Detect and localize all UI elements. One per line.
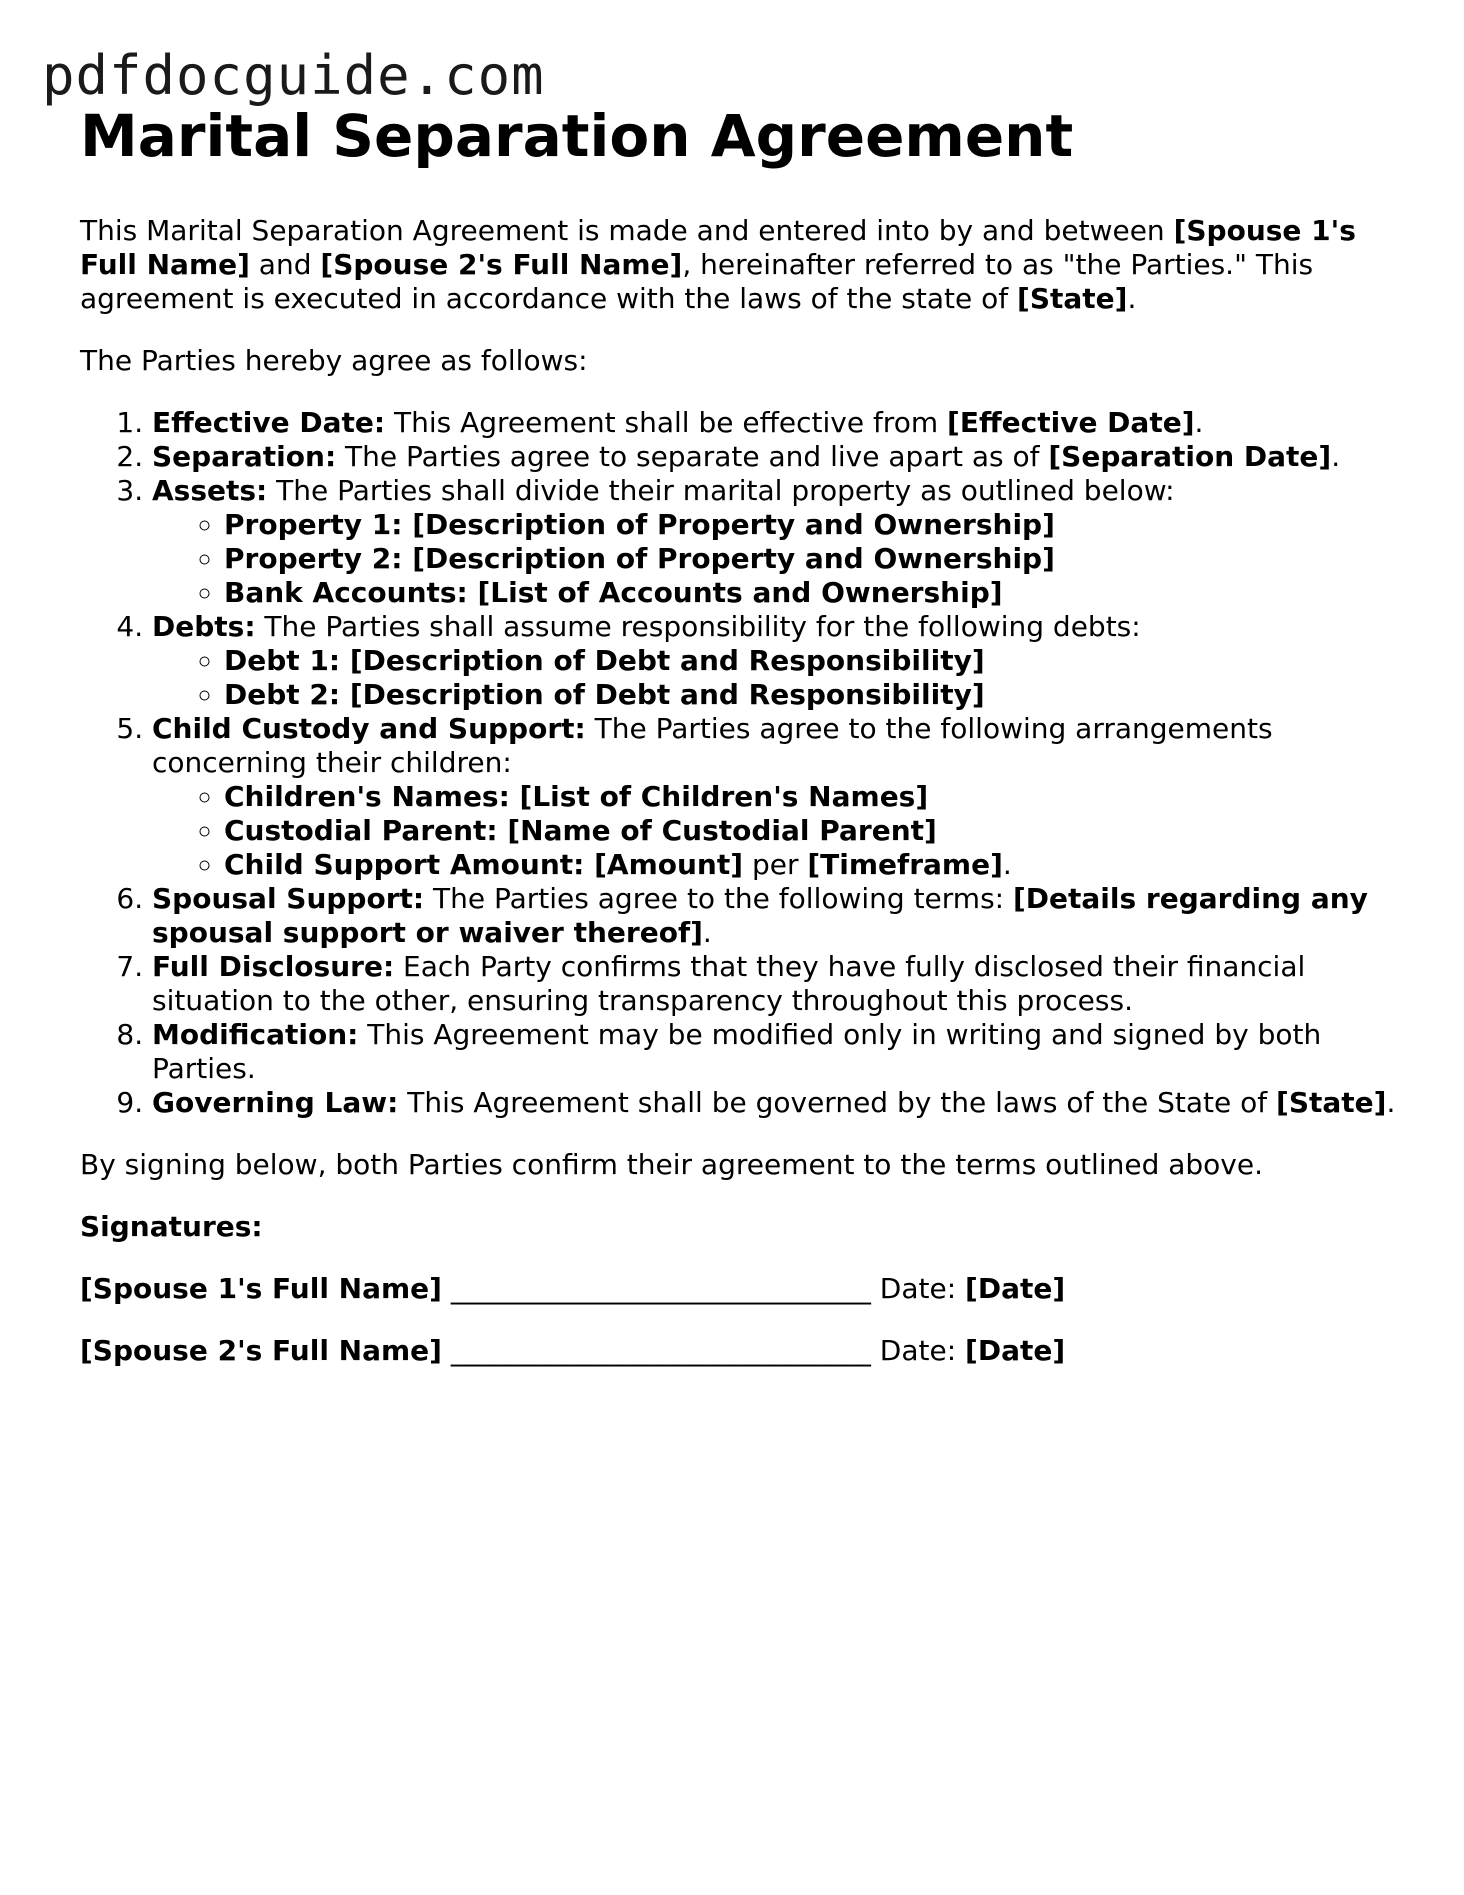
intro-paragraph xyxy=(80,214,1400,316)
custody-sublist xyxy=(152,780,1400,882)
term-text: Each Party confirms that they have fully disclosed their financial situation to the other, ensuring transparency throughout this process. xyxy=(152,950,1306,1017)
debt-item xyxy=(224,644,1400,678)
signatures-heading-text: Signatures: xyxy=(80,1210,263,1243)
state-placeholder: [State] xyxy=(1276,1086,1387,1119)
term-text: The Parties agree to the following terms: xyxy=(424,882,1013,915)
term-child-custody xyxy=(152,712,1400,882)
debt-item-text: Debt 1: [Description of Debt and Responsibility] xyxy=(224,644,985,677)
term-text: The Parties shall assume responsibility for the following debts: xyxy=(255,610,1141,643)
intro-text-4: . xyxy=(1127,282,1137,315)
signer-name: [Spouse 2's Full Name] xyxy=(80,1334,442,1367)
timeframe-placeholder: [Timeframe] xyxy=(807,848,1003,881)
term-end: . xyxy=(1386,1086,1396,1119)
debt-item-text: Debt 2: [Description of Debt and Responsibility] xyxy=(224,678,985,711)
intro-text-1: This Marital Separation Agreement is made and entered into by and between xyxy=(80,214,1174,247)
term-label: Assets: xyxy=(152,474,268,507)
term-effective-date xyxy=(152,406,1400,440)
spouse1-placeholder: [Spouse 1's Full Name] xyxy=(80,214,1356,281)
assets-sublist xyxy=(152,508,1400,610)
signature-blank: ______________________________ xyxy=(441,1272,880,1305)
custody-item xyxy=(224,780,1400,814)
custody-item xyxy=(224,814,1400,848)
signature-line-2 xyxy=(80,1334,1400,1368)
date-placeholder: [Date] xyxy=(965,1334,1066,1367)
term-label: Governing Law: xyxy=(152,1086,399,1119)
spousal-details-placeholder: [Details regarding any spousal support or waiver thereof] xyxy=(152,882,1368,949)
term-label: Effective Date: xyxy=(152,406,386,439)
term-end: . xyxy=(702,916,712,949)
asset-item-text: Bank Accounts: [List of Accounts and Ownership] xyxy=(224,576,1003,609)
watermark: pdfdocguide.com xyxy=(42,44,545,107)
term-separation xyxy=(152,440,1400,474)
date-label: Date: xyxy=(879,1272,966,1305)
agree-intro: The Parties hereby agree as follows: xyxy=(80,344,588,377)
term-assets xyxy=(152,474,1400,610)
asset-item xyxy=(224,508,1400,542)
term-end: . xyxy=(1194,406,1204,439)
term-text: The Parties shall divide their marital property as outlined below: xyxy=(267,474,1175,507)
date-label: Date: xyxy=(879,1334,966,1367)
signatures-heading xyxy=(80,1210,1400,1244)
effective-date-placeholder: [Effective Date] xyxy=(947,406,1195,439)
per-text: per xyxy=(743,848,808,881)
term-text: The Parties agree to separate and live apart as of xyxy=(336,440,1049,473)
signature-blank: ______________________________ xyxy=(441,1334,880,1367)
term-end: . xyxy=(1331,440,1341,473)
spouse2-placeholder: [Spouse 2's Full Name] xyxy=(320,248,683,281)
date-placeholder: [Date] xyxy=(965,1272,1066,1305)
intro-text-2: and xyxy=(249,248,321,281)
term-governing-law xyxy=(152,1086,1400,1120)
closing-paragraph: By signing below, both Parties confirm their agreement to the terms outlined above. xyxy=(80,1148,1263,1181)
custody-item xyxy=(224,848,1400,882)
signature-line-1 xyxy=(80,1272,1400,1306)
asset-item-text: Property 2: [Description of Property and Ownership] xyxy=(224,542,1055,575)
term-debts xyxy=(152,610,1400,712)
debt-item xyxy=(224,678,1400,712)
term-label: Child Custody and Support: xyxy=(152,712,586,745)
term-label: Modification: xyxy=(152,1018,359,1051)
term-text: This Agreement shall be governed by the laws of the State of xyxy=(398,1086,1277,1119)
term-text: This Agreement may be modified only in writing and signed by both Parties. xyxy=(152,1018,1322,1085)
term-modification xyxy=(152,1018,1400,1086)
asset-item-text: Property 1: [Description of Property and Ownership] xyxy=(224,508,1055,541)
term-label: Spousal Support: xyxy=(152,882,425,915)
term-text: The Parties agree to the following arrangements concerning their children: xyxy=(152,712,1273,779)
term-label: Debts: xyxy=(152,610,256,643)
signer-name: [Spouse 1's Full Name] xyxy=(80,1272,442,1305)
support-amount: Child Support Amount: [Amount] xyxy=(224,848,744,881)
term-label: Full Disclosure: xyxy=(152,950,395,983)
term-label: Separation: xyxy=(152,440,337,473)
terms-list xyxy=(80,406,1400,1120)
children-names: Children's Names: [List of Children's Names] xyxy=(224,780,929,813)
term-spousal-support xyxy=(152,882,1400,950)
state-placeholder: [State] xyxy=(1017,282,1128,315)
separation-date-placeholder: [Separation Date] xyxy=(1048,440,1332,473)
asset-item xyxy=(224,576,1400,610)
page-title: Marital Separation Agreement xyxy=(80,102,1074,170)
document xyxy=(80,100,1400,1396)
asset-item xyxy=(224,542,1400,576)
term-text: This Agreement shall be effective from xyxy=(385,406,948,439)
custodial-parent: Custodial Parent: [Name of Custodial Parent] xyxy=(224,814,937,847)
debts-sublist xyxy=(152,644,1400,712)
intro-text-3: , hereinafter referred to as "the Parties." This agreement is executed in accordance with the laws of the state of xyxy=(80,248,1314,315)
term-end: . xyxy=(1002,848,1012,881)
term-full-disclosure xyxy=(152,950,1400,1018)
